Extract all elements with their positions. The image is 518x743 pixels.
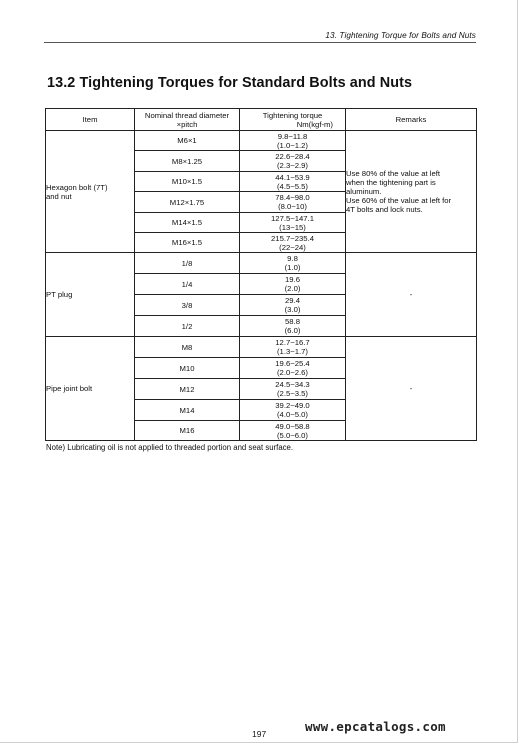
torque-kgf-value: (1.0) [284,263,301,272]
header-rule [44,42,476,43]
torque-nm-value: 24.5~34.3 [275,380,310,389]
torque-kgf-value: (4.5~5.5) [277,181,308,191]
table-row [46,337,477,358]
torque-kgf-value: (5.0~6.0) [277,430,308,440]
thread-size-cell: 1/4 [135,274,240,295]
header-thread-line2: ×pitch [176,119,198,129]
item-name-line1: Hexagon bolt (7T) [46,182,108,192]
thread-size-cell: M14×1.5 [135,213,240,233]
torque-cell [240,337,346,358]
header-item: Item [46,109,135,131]
thread-size-cell: 3/8 [135,295,240,316]
section-title: 13.2 Tightening Torques for Standard Bolts and Nuts [47,75,413,91]
torque-cell [240,295,346,316]
thread-size-cell: M10 [135,358,240,379]
torque-kgf-value: (2.0) [284,284,301,293]
table-row [46,253,477,274]
header-thread-diameter [135,109,240,131]
item-cell [46,253,135,337]
torque-cell [240,253,346,274]
remarks-line: Use 80% of the value at left [346,169,441,178]
torque-nm-value: 127.5~147.1 [271,213,314,223]
torque-kgf-value: (2.0~2.6) [277,368,308,377]
item-name-line2: and nut [46,191,72,201]
torque-nm-value: 78.4~98.0 [275,193,310,202]
torque-kgf-value: (2.5~3.5) [277,389,308,398]
header-thread-line1: Nominal thread diameter [144,110,230,120]
item-name-line1: PT plug [46,290,73,299]
page-number: 197 [252,729,267,739]
table-row [46,131,477,151]
torque-kgf-value: (22~24) [279,242,306,252]
torque-nm-value: 22.6~28.4 [275,152,310,161]
torque-nm-value: 58.8 [285,317,300,326]
torque-nm-value: 19.6~25.4 [275,359,310,368]
thread-size-cell: M12 [135,379,240,400]
torque-nm-value: 29.4 [285,296,300,305]
thread-size-cell: M8 [135,337,240,358]
watermark: www.epcatalogs.com [305,719,446,734]
header-remarks: Remarks [346,109,477,131]
remarks-line: Use 60% of the value at left for [346,196,452,205]
thread-size-cell: M6×1 [135,131,240,151]
torque-kgf-value: (6.0) [284,326,301,335]
item-name-line1: Pipe joint bolt [46,384,93,393]
thread-size-cell: M16×1.5 [135,233,240,253]
torque-cell [240,379,346,400]
torque-nm-value: 44.1~53.9 [275,172,310,182]
thread-size-cell: M14 [135,400,240,421]
item-cell [46,337,135,441]
torque-cell [240,358,346,379]
torque-kgf-value: (1.0~1.2) [277,140,308,150]
table-header-row [46,109,477,131]
torque-cell [240,151,346,172]
torque-kgf-value: (2.3~2.9) [277,161,308,170]
thread-size-cell: M12×1.75 [135,192,240,213]
torque-kgf-value: (3.0) [284,305,301,314]
torque-kgf-value: (4.0~5.0) [277,410,308,419]
torque-kgf-value: (1.3~1.7) [277,347,308,356]
torque-cell [240,172,346,192]
remarks-line: 4T bolts and lock nuts. [346,205,423,214]
torque-nm-value: 49.0~58.8 [275,421,310,431]
torque-cell [240,131,346,151]
torque-nm-value: 215.7~235.4 [271,233,314,243]
thread-size-cell: 1/8 [135,253,240,274]
torque-nm-value: 9.8 [287,254,298,263]
torque-cell [240,400,346,421]
header-tightening-torque [240,109,346,131]
thread-size-cell: 1/2 [135,316,240,337]
torque-cell [240,213,346,233]
remarks-dash-cell: - [346,337,477,441]
torque-nm-value: 9.8~11.8 [277,131,308,141]
torque-cell [240,316,346,337]
remarks-line: aluminum. [346,187,382,196]
torque-cell [240,421,346,441]
torque-kgf-value: (8.0~10) [278,202,307,211]
remarks-cell [346,131,477,253]
torque-cell [240,274,346,295]
remarks-line: when the tightening part is [346,178,436,187]
torque-nm-value: 39.2~49.0 [275,401,310,410]
thread-size-cell: M16 [135,421,240,441]
remarks-dash-cell: - [346,253,477,337]
header-torque-line1: Tightening torque [262,110,323,120]
torque-table-body [46,131,477,441]
torque-cell [240,233,346,253]
thread-size-cell: M8×1.25 [135,151,240,172]
running-header: 13. Tightening Torque for Bolts and Nuts [325,31,476,40]
torque-nm-value: 19.6 [285,275,300,284]
header-torque-line2: Nm(kgf-m) [296,119,333,129]
torque-nm-value: 12.7~16.7 [275,338,310,347]
torque-table [45,108,477,441]
item-cell [46,131,135,253]
torque-kgf-value: (13~15) [279,222,306,232]
thread-size-cell: M10×1.5 [135,172,240,192]
torque-cell [240,192,346,213]
footnote: Note) Lubricating oil is not applied to threaded portion and seat surface. [46,443,294,452]
